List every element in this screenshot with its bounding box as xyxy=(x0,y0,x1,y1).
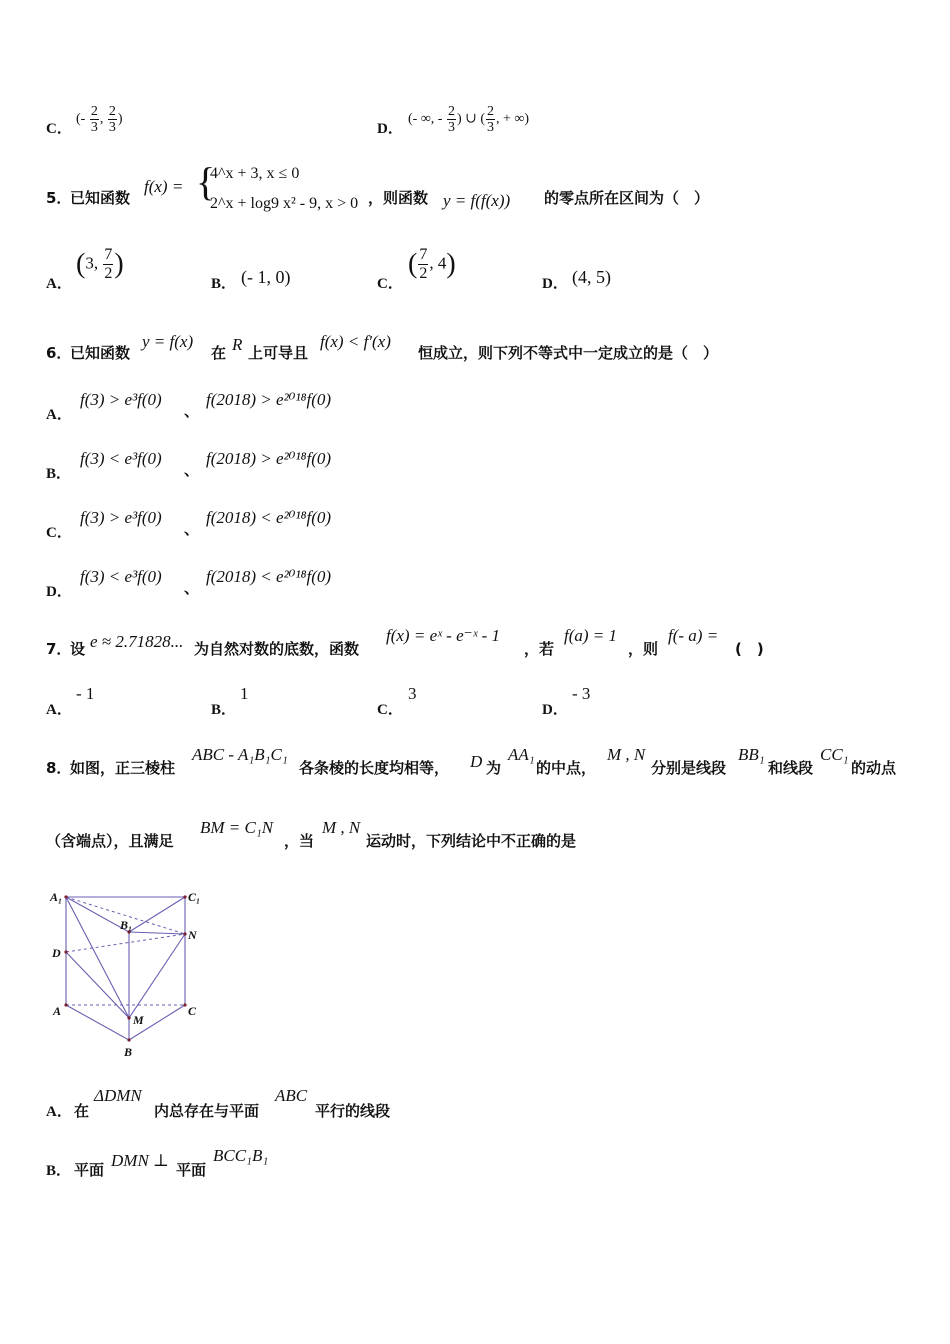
label-b1: B₁ xyxy=(120,918,133,932)
label-a: A xyxy=(53,1004,62,1018)
q6-option-a-part2: f(2018) > e²⁰¹⁸f(0) xyxy=(206,390,332,409)
label-c1: C₁ xyxy=(188,890,201,904)
q5-option-a-label: A． xyxy=(46,276,72,292)
q8-math-2: D xyxy=(470,752,483,771)
q5-stem-a: 已知函数 xyxy=(70,189,131,207)
q8-text-6: 和线段 xyxy=(768,759,814,777)
q5-option-a-math: (3, $\frac{7}{2}$ ) xyxy=(76,246,124,282)
q4-option-c-math: (- $\frac{2}{3}$ , $\frac{2}{3}$ ) xyxy=(76,104,123,135)
q6-option-c-sep: 、 xyxy=(184,520,200,538)
point-a1 xyxy=(64,895,67,898)
q6-option-d-label: D． xyxy=(46,584,72,600)
q6-stem-d: 恒成立，则下列不等式中一定成立的是（ ） xyxy=(418,344,719,362)
q5-yfx: y = f(f(x)) xyxy=(443,191,511,210)
edge-b1-c1 xyxy=(129,897,185,932)
edge-a-b xyxy=(66,1005,129,1040)
q7-option-b-label: B． xyxy=(211,702,237,718)
q5-case-1: 4^x + 3, x ≤ 0 xyxy=(210,165,300,182)
label-d: D xyxy=(52,946,61,960)
q8-text-8: （含端点），且满足 xyxy=(46,832,174,850)
q6-option-c-label: C． xyxy=(46,525,72,541)
line-a1-m xyxy=(66,897,129,1018)
q8-text-2: 各条棱的长度均相等， xyxy=(299,759,450,777)
q8-option-a-math-1: ΔDMN xyxy=(94,1086,142,1105)
q7-e: e ≈ 2.71828... xyxy=(90,632,184,651)
q6-option-a-sep: 、 xyxy=(184,402,200,420)
point-c xyxy=(183,1003,186,1006)
q7-fa: f(a) = 1 xyxy=(564,626,618,645)
q8-text-9: ，当 xyxy=(284,832,315,850)
q6-stem-b: 在 xyxy=(211,344,227,362)
q4-option-d-math: (- ∞, - $\frac{2}{3}$ ) ∪ ( $\frac{2}{3}$ , + ∞) xyxy=(408,104,530,135)
q6-y: y = f(x) xyxy=(142,332,194,351)
q6-option-d-part2: f(2018) < e²⁰¹⁸f(0) xyxy=(206,567,332,586)
q8-text-5: 分别是线段 xyxy=(651,759,727,777)
q7-fx: f(x) = eˣ - e⁻ˣ - 1 xyxy=(386,626,501,645)
prism-figure xyxy=(40,880,220,1065)
q8-option-a-math-2: ABC xyxy=(275,1086,308,1105)
q6-option-a-label: A． xyxy=(46,407,72,423)
q5-option-b-math: (- 1, 0) xyxy=(241,267,291,287)
q7-fna: f(- a) = xyxy=(668,626,719,645)
label-b: B xyxy=(124,1045,133,1059)
q6-option-b-part2: f(2018) > e²⁰¹⁸f(0) xyxy=(206,449,332,468)
q7-stem-c: ，若 xyxy=(524,640,555,658)
q4-option-c-label: C． xyxy=(46,121,72,137)
q7-stem-d: ，则 xyxy=(628,640,659,658)
q5-fx: f(x) = xyxy=(144,177,184,196)
q7-option-c-label: C． xyxy=(377,702,403,718)
q6-option-b-label: B． xyxy=(46,466,72,482)
q8-option-a-text-2: 内总存在与平面 xyxy=(154,1102,260,1120)
q6-option-b-sep: 、 xyxy=(184,461,200,479)
point-n xyxy=(183,932,186,935)
q8-text-3: 为 xyxy=(486,759,502,777)
point-a xyxy=(64,1003,67,1006)
q6-stem-c: 上可导且 xyxy=(248,344,309,362)
q6-number: 6． xyxy=(46,344,72,362)
q8-math-6: CC₁ xyxy=(820,745,849,764)
q7-option-b-value: 1 xyxy=(240,684,249,703)
q5-brace: { xyxy=(196,159,216,204)
q8-math-4: M , N xyxy=(607,745,646,764)
dashed-d-n xyxy=(66,934,185,952)
q8-option-b-math-1: DMN ⊥ xyxy=(111,1151,170,1170)
q7-stem-a: 设 xyxy=(70,640,86,658)
q5-option-c-math: ( $\frac{7}{2}$ , 4) xyxy=(408,246,456,282)
q8-math-9: M , N xyxy=(322,818,361,837)
q8-text-10: 运动时，下列结论中不正确的是 xyxy=(366,832,577,850)
q8-option-a-text-1: 在 xyxy=(74,1102,90,1120)
point-m xyxy=(127,1016,130,1019)
q8-math-1: ABC - A₁B₁C₁ xyxy=(192,745,288,764)
q7-option-a-value: - 1 xyxy=(76,684,95,703)
q7-stem-b: 为自然对数的底数，函数 xyxy=(194,640,360,658)
q6-option-a-part1: f(3) > e³f(0) xyxy=(80,390,162,409)
label-m: M xyxy=(133,1013,144,1027)
label-n: N xyxy=(188,928,197,942)
q8-text-4: 的中点， xyxy=(536,759,597,777)
label-c: C xyxy=(188,1004,197,1018)
q8-option-b-text-1: 平面 xyxy=(74,1161,105,1179)
q8-math-5: BB₁ xyxy=(738,745,765,764)
q5-option-b-label: B． xyxy=(211,276,237,292)
q5-case-2: 2^x + log9 x² - 9, x > 0 xyxy=(210,195,359,212)
label-a1: A₁ xyxy=(50,890,63,904)
q7-option-a-label: A． xyxy=(46,702,72,718)
q5-option-c-label: C． xyxy=(377,276,403,292)
q8-math-8: BM = C₁N xyxy=(200,818,274,837)
q5-number: 5． xyxy=(46,189,72,207)
q7-option-d-value: - 3 xyxy=(572,684,591,703)
point-d xyxy=(64,950,67,953)
point-c1 xyxy=(183,895,186,898)
q8-math-3: AA₁ xyxy=(508,745,535,764)
q8-text-1: 如图，正三棱柱 xyxy=(70,759,176,777)
q6-stem-a: 已知函数 xyxy=(70,344,131,362)
q5-option-d-math: (4, 5) xyxy=(572,267,611,287)
q4-option-d-label: D． xyxy=(377,121,403,137)
q8-option-a-text-3: 平行的线段 xyxy=(315,1102,391,1120)
q6-option-b-part1: f(3) < e³f(0) xyxy=(80,449,162,468)
q5-stem-c: 的零点所在区间为（ ） xyxy=(544,189,710,207)
q8-option-b-text-2: 平面 xyxy=(176,1161,207,1179)
line-d-m xyxy=(66,952,129,1018)
q7-option-d-label: D． xyxy=(542,702,568,718)
q7-number: 7． xyxy=(46,640,72,658)
line-b1-n xyxy=(129,932,185,934)
q6-option-c-part2: f(2018) < e²⁰¹⁸f(0) xyxy=(206,508,332,527)
q5-stem-b: ，则函数 xyxy=(368,189,429,207)
q8-option-b-math-2: BCC₁B₁ xyxy=(213,1146,269,1165)
q7-option-c-value: 3 xyxy=(408,684,417,703)
q6-R: R xyxy=(232,335,243,354)
q6-option-d-sep: 、 xyxy=(184,579,200,597)
point-b xyxy=(127,1038,130,1041)
q7-stem-e: ( ) xyxy=(735,640,764,658)
q8-text-7: 的动点 xyxy=(851,759,897,777)
q5-option-d-label: D． xyxy=(542,276,568,292)
q8-number: 8． xyxy=(46,759,72,777)
q8-option-b-label: B． xyxy=(46,1163,72,1179)
q6-option-c-part1: f(3) > e³f(0) xyxy=(80,508,162,527)
q8-option-a-label: A． xyxy=(46,1104,72,1120)
q6-ineq: f(x) < f′(x) xyxy=(320,332,391,351)
q6-option-d-part1: f(3) < e³f(0) xyxy=(80,567,162,586)
